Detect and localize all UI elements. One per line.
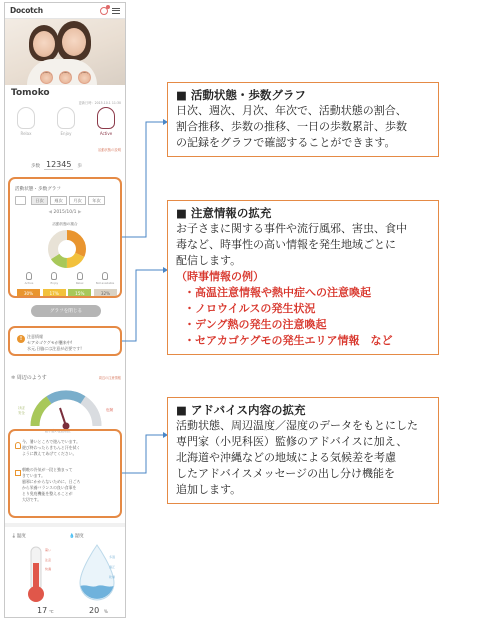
callout-example: ・セアカゴケグモの発生エリア情報 など — [184, 334, 393, 347]
app-logo: Docotch — [10, 6, 43, 15]
callout-line: お子さまに関する事件や流行風邪、害虫、食中 — [176, 222, 407, 235]
temperature-value: 17 — [37, 606, 48, 615]
tab-weekly[interactable]: 週次 — [50, 196, 67, 205]
steps-value: 12345 — [46, 160, 72, 169]
alert-text: セアカゴケグモが襲来中! — [27, 340, 73, 345]
callout-line: 活動状態、周辺温度／湿度のデータをもとにした — [176, 419, 418, 432]
surroundings-link[interactable]: 周辺の注意情報 — [98, 376, 121, 380]
snowflake-icon: ❄ — [11, 375, 16, 381]
callout-line: 配信します。 — [176, 254, 242, 267]
child-name: Tomoko — [11, 88, 50, 98]
notification-icon[interactable] — [100, 7, 108, 15]
surroundings-title — [11, 374, 47, 381]
gauge-label-danger: 危険 — [106, 408, 114, 412]
alert-icon: ! — [17, 335, 25, 343]
surroundings-title-text: 周辺のようす — [16, 375, 47, 381]
humidity-unit: % — [104, 609, 108, 614]
avatar[interactable] — [59, 71, 72, 84]
temperature-title: 🌡温度 — [11, 534, 26, 539]
humidity-scale: 多湿 適正 乾燥 — [109, 555, 116, 579]
callout-example-title: （時事情報の例） — [176, 270, 264, 283]
advice-line: 遊び終わったらきちんと汗を拭く — [22, 445, 81, 450]
legend-label: Active — [24, 281, 34, 285]
advice-line: 朝晩の冷気が一段と強まって — [22, 467, 73, 472]
graph-date[interactable]: ◀ 2015/10/1 ▶ — [48, 210, 82, 215]
advice-line: 大切です。 — [22, 497, 42, 502]
advice-line: きています。 — [22, 473, 46, 478]
droplet-icon: 💧 — [69, 534, 75, 539]
activity-label: Enjoy — [60, 131, 72, 136]
avatar[interactable] — [78, 71, 91, 84]
callout-line: したアドバイスメッセージの出し分け機能を — [176, 467, 396, 480]
legend-label: Enjoy — [50, 281, 59, 285]
chart-title: 活動状態の割合 — [52, 222, 78, 226]
advice-line: ように教えてあげてください。 — [22, 451, 77, 456]
callout-graph — [167, 82, 439, 157]
advice-line: とり免疫機能を整えることが — [22, 491, 73, 496]
hamburger-menu-icon[interactable] — [112, 8, 120, 14]
humidity-value: 20 — [89, 606, 100, 615]
advice-line: 今、暑いところで遊んでいます。 — [22, 439, 81, 444]
gauge-caption: 熱中症の注意状況 — [45, 429, 71, 433]
callout-title: ■ 活動状態・歩数グラフ — [176, 88, 306, 102]
pct-enjoy: 17% — [43, 289, 66, 297]
callout-line: の記録をグラフで確認することができます。 — [176, 136, 396, 149]
graph-date-text: 2015/10/1 — [53, 210, 77, 215]
highlight-advice — [8, 429, 122, 518]
activity-label: Active — [99, 131, 113, 136]
activity-enjoy[interactable] — [51, 107, 81, 143]
callout-line: 日次、週次、月次、年次で、活動状態の割合、 — [176, 104, 407, 117]
avatar[interactable] — [40, 71, 53, 84]
steps-label: 歩数 — [31, 164, 40, 169]
activity-active[interactable] — [91, 107, 121, 143]
callout-example: ・デング熱の発生の注意喚起 — [184, 318, 327, 331]
relax-icon — [17, 107, 35, 129]
step-counter — [31, 160, 82, 170]
graph-title: 活動状態・歩数グラフ — [15, 187, 61, 192]
close-graph-button[interactable]: グラフを閉じる — [31, 305, 101, 317]
callout-example: ・ノロウイルスの発生状況 — [184, 302, 316, 315]
enjoy-icon — [57, 107, 75, 129]
steps-unit: 歩 — [77, 164, 82, 169]
tab-monthly[interactable]: 月次 — [69, 196, 86, 205]
callout-title: ■ 注意情報の拡充 — [176, 206, 272, 220]
highlight-graph — [8, 177, 122, 298]
legend-label: Not available — [95, 281, 115, 285]
activity-label: Relax — [20, 131, 32, 136]
callout-alert — [167, 200, 439, 355]
callout-line: 追加します。 — [176, 483, 242, 496]
activity-states — [11, 107, 121, 143]
callout-line: 専門家（小児科医）監修のアドバイスに加え、 — [176, 435, 408, 448]
callout-example: ・高温注意情報や熱中症への注意喚起 — [184, 286, 371, 299]
temperature-unit: ℃ — [49, 609, 54, 614]
tab-daily[interactable]: 日次 — [31, 196, 48, 205]
temperature-scale: 暑い 注意 快適 — [45, 548, 52, 572]
advice-line: から栄養バランスの良い食事を — [22, 485, 77, 490]
callout-advice — [167, 397, 439, 504]
gauge-label-safe: ほぼ — [18, 406, 25, 410]
activity-explanation-link[interactable]: 活動状態の説明 — [97, 148, 121, 152]
activity-relax[interactable] — [11, 107, 41, 143]
legend-label: Relax — [75, 281, 84, 285]
alert-title: 注意情報 — [27, 334, 43, 339]
alert-text: 水元,日脇には注意が必要です! — [27, 346, 82, 351]
pct-active: 30% — [17, 289, 40, 297]
advice-line: 風邪にかからないために、日ごろ — [22, 479, 81, 484]
humidity-title: 💧湿度 — [69, 534, 84, 539]
pct-relax: 15% — [68, 289, 91, 297]
callout-title: ■ アドバイス内容の拡充 — [176, 403, 306, 417]
callout-line: 割合推移、歩数の推移、一日の歩数累計、歩数 — [176, 120, 407, 133]
pct-not-available: 32% — [94, 289, 117, 297]
gauge-label-safe: 安全 — [18, 411, 25, 415]
active-icon — [97, 107, 115, 129]
section-divider — [5, 523, 125, 527]
highlight-alert — [8, 326, 122, 356]
app-screen — [4, 2, 126, 618]
tab-yearly[interactable]: 年次 — [88, 196, 105, 205]
updated-timestamp: 更新日時：2015.10.1 11:30 — [78, 101, 121, 105]
callout-line: 北海道や沖縄などの地域による気候差を考慮 — [176, 451, 396, 464]
child-avatars — [5, 71, 125, 85]
callout-line: 毒など、時事性の高い情報を発生地域ごとに — [176, 238, 396, 251]
app-header — [5, 3, 125, 19]
heatstroke-gauge — [27, 382, 105, 432]
thermometer-icon: 🌡 — [11, 534, 17, 539]
